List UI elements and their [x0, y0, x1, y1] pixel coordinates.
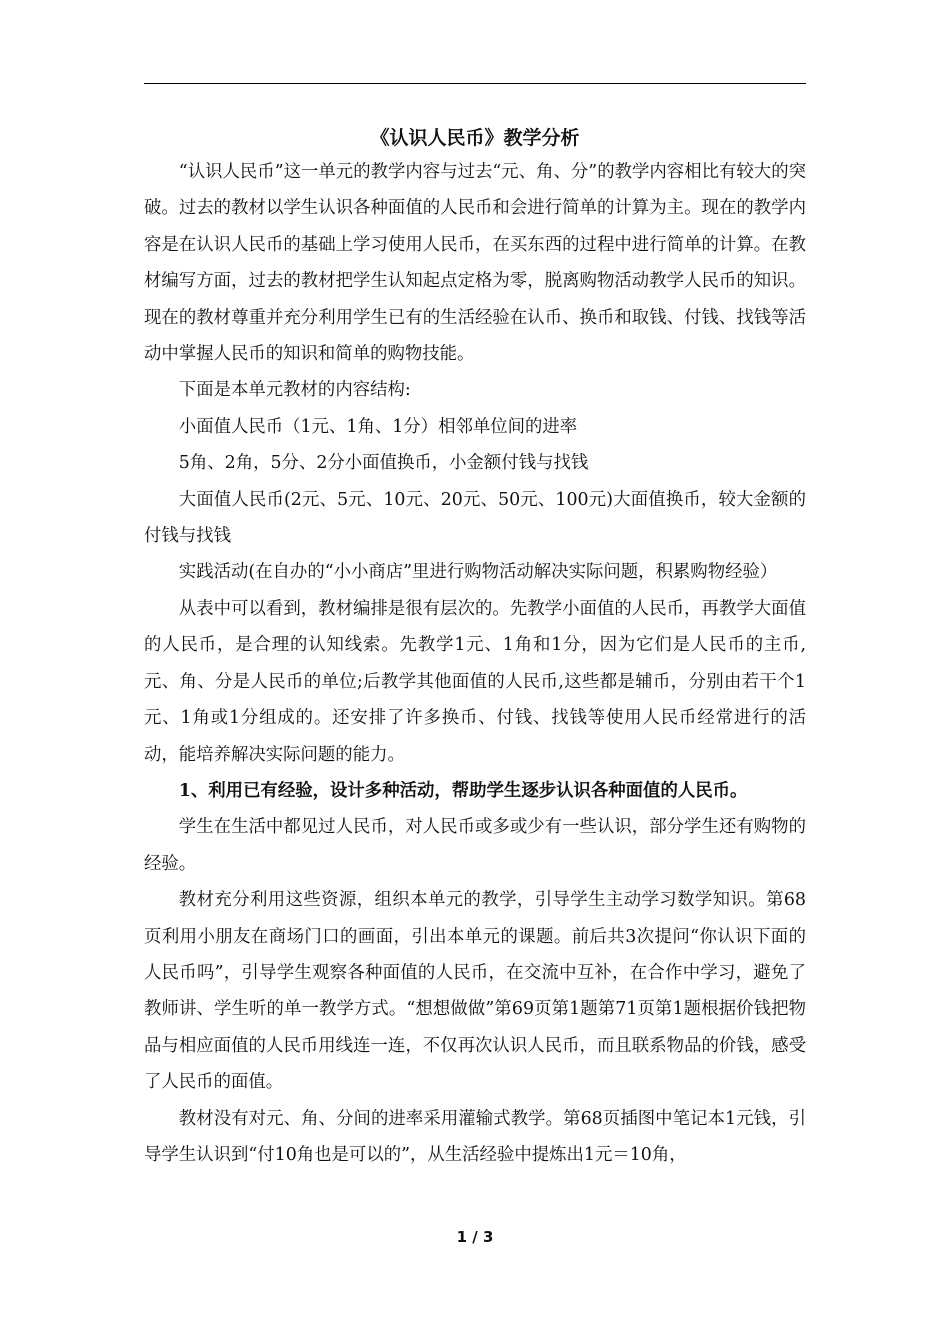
paragraph-structure-item-2: 5角、2角，5分、2分小面值换币，小金额付钱与找钱 [178, 453, 589, 474]
header-rule [144, 83, 806, 84]
paragraph-intro: “认识人民币”这一单元的教学内容与过去“元、角、分”的教学内容相比有较大的突破。过去的教材以学生认识各种面值的人民币和会进行简单的计算为主。现在的教学内容是在认识人民币的基础上学习使用人民币，在买东西的过程中进行简单的计算。在教材编写方面，过去的教材把学生认知起点定格为零，脱离购物活动教学人民币的知识。现在的教材尊重并充分利用学生已有的生活经验在认币、换币和取钱、付钱、找钱等活动中掌握人民币的知识和简单的购物技能。 [144, 162, 806, 365]
document-body [144, 154, 806, 1173]
paragraph-structure-heading: 下面是本单元教材的内容结构: [178, 380, 411, 401]
paragraph-conversion: 教材没有对元、角、分间的进率采用灌输式教学。第68页插图中笔记本1元钱，引导学生认识到“付10角也是可以的”，从生活经验中提炼出1元＝10角， [144, 1108, 806, 1165]
section-heading-1: 1、利用已有经验，设计多种活动，帮助学生逐步认识各种面值的人民币。 [178, 780, 748, 801]
page-number: 1 / 3 [456, 1228, 494, 1246]
paragraph-experience: 学生在生活中都见过人民币，对人民币或多或少有一些认识，部分学生还有购物的经验。 [144, 817, 806, 874]
paragraph-analysis: 从表中可以看到，教材编排是很有层次的。先教学小面值的人民币，再教学大面值的人民币，是合理的认知线索。先教学1元、1角和1分，因为它们是人民币的主币,元、角、分是人民币的单位;后教学其他面值的人民币,这些都是辅币，分别由若干个1元、1角或1分组成的。还安排了许多换币、付钱、找钱等使用人民币经常进行的活动，能培养解决实际问题的能力。 [144, 598, 806, 765]
document-title: 《认识人民币》教学分析 [370, 127, 580, 149]
paragraph-resources: 教材充分利用这些资源，组织本单元的教学，引导学生主动学习数学知识。第68页利用小朋友在商场门口的画面，引出本单元的课题。前后共3次提问“你认识下面的人民币吗”，引导学生观察各种面值的人民币，在交流中互补，在合作中学习，避免了教师讲、学生听的单一教学方式。“想想做做”第69页第1题第71页第1题根据价钱把物品与相应面值的人民币用线连一连，不仅再次认识人民币，而且联系物品的价钱，感受了人民币的面值。 [144, 890, 806, 1093]
paragraph-structure-item-3: 大面值人民币(2元、5元、10元、20元、50元、100元)大面值换币，较大金额的付钱与找钱 [144, 489, 806, 547]
paragraph-structure-item-4: 实践活动(在自办的“小小商店”里进行购物活动解决实际问题，积累购物经验） [178, 562, 778, 583]
paragraph-structure-item-1: 小面值人民币（1元、1角、1分）相邻单位间的进率 [178, 416, 578, 437]
